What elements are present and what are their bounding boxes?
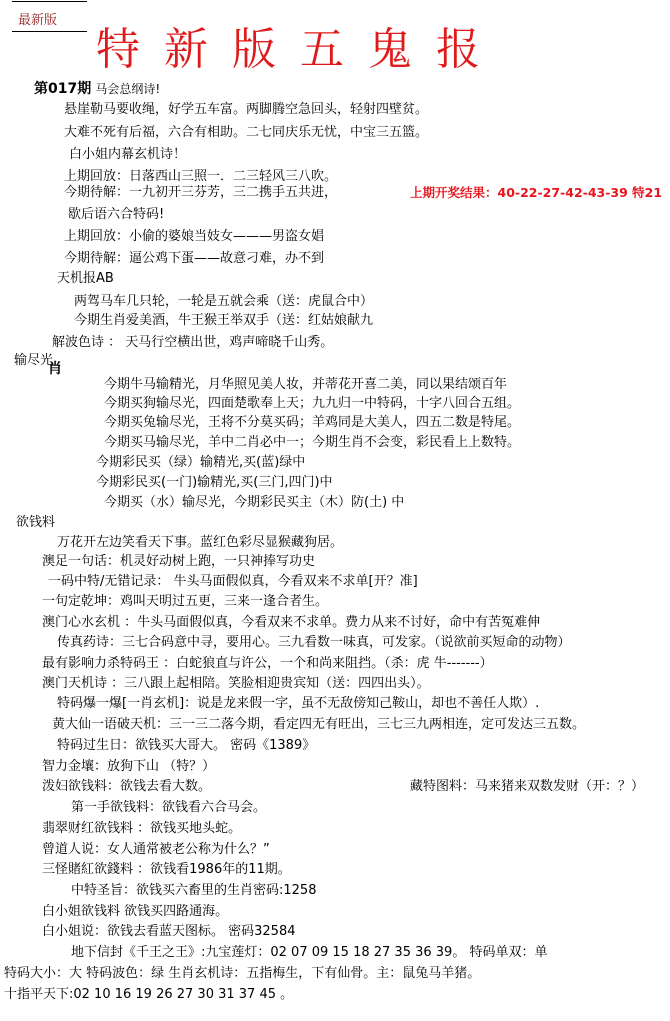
page-title: 特新版五鬼报 <box>96 24 504 75</box>
yuqian-line: 一句定乾坤：鸡叫天明过五更，三来一逢合者生。 <box>42 594 329 609</box>
poem-line: 大难不死有后福，六合有相助。二七同庆乐无忧，中宝三五篮。 <box>64 125 429 140</box>
yuqian-line: 澳门心水玄机 ：牛头马面假似真，今看双来不求单。费力从来不讨好，命中有苦冤难伸 <box>42 615 541 630</box>
yuqian-line: 特码过生日：欲钱买大哥大。 密码《1389》 <box>57 738 316 753</box>
yuqian-line: 泼妇欲钱料：欲钱去看大数。 <box>42 779 212 794</box>
xiehouyu-last: 上期回放：小偷的婆娘当妓女———男盗女娼 <box>64 229 325 244</box>
issue-subtitle: 马会总纲诗! <box>95 82 161 96</box>
yuqian-line: 智力金壤：放狗下山 （特？） <box>42 759 216 774</box>
shujin-line: 今期牛马输精光，月华照见美人妆，并蒂花开喜二美，同以果结颂百年 <box>104 377 508 392</box>
tianji-line: 今期生肖爱美酒，牛王猴王举双手（送：红姑娘献九 <box>74 313 374 328</box>
bai-current: 今期待解：一九初开三芬芳，三二携手五共进， <box>64 185 338 200</box>
yuqian-line: 万花开左边笑看天下事。蓝红色彩尽显猴藏狗居。 <box>57 535 344 550</box>
yuqian-line: 传真药诗：三七合码意中寻，要用心。三九看数一味真，可发家。（说欲前买短命的动物） <box>57 635 571 650</box>
yuqian-line: 十指平天下:02 10 16 19 26 27 30 31 37 45 。 <box>4 987 294 1002</box>
yuqian-line: 一码中特/无错记录： 牛头马面假似真，今看双来不求单[开？准] <box>48 574 418 589</box>
xiehouyu-current: 今期待解：逼公鸡下蛋——故意刁难，办不到 <box>64 251 325 266</box>
shujin-heading: 输尽光 <box>14 353 54 368</box>
yuqian-line: 黄大仙一语破天机：三一三二落今期，看定四无有旺出，三七三九两相连，定可发达三五数。 <box>52 717 586 732</box>
yuqian-line: 白小姐欲钱料 欲钱买四路通海。 <box>42 904 229 919</box>
latest-edition-badge <box>12 0 87 32</box>
zangte-line: 藏特图料：马来猪来双数发财（开：？） <box>410 779 645 794</box>
yuqian-line: 地下信封《千王之王》:九宝莲灯：02 07 09 15 18 27 35 36 39。 特码单双：单 <box>71 945 548 960</box>
badge-top-rule <box>12 1 87 2</box>
bai-last: 上期回放：日落西山三照一．二三轻风三八吹。 <box>64 169 338 184</box>
issue-number: 第017期 <box>34 81 92 97</box>
yuqian-line: 翡翠财红欲钱料 ：欲钱买地头蛇。 <box>42 821 242 836</box>
shujin-line: 今期买（水）输尽光，今期彩民买主（木）防(土) 中 <box>104 495 405 510</box>
tianji-line: 两驾马车几只轮，一轮是五就会乘（送：虎鼠合中） <box>74 294 374 309</box>
badge-bottom-rule <box>12 31 87 32</box>
shujin-line: 今期买马输尽光，羊中二肖必中一；今期生肖不会变，彩民看上上数特。 <box>104 435 521 450</box>
yuqian-line: 第一手欲钱料：欲钱看六合马会。 <box>71 800 267 815</box>
yuqian-line: 曾道人说：女人通常被老公称为什么？” <box>42 842 270 857</box>
shujin-overlap-char: 肖 <box>48 361 62 377</box>
yuqian-heading: 欲钱料 <box>16 515 56 530</box>
yuqian-line: 中特圣旨：欲钱买六畜里的生肖密码:1258 <box>71 883 317 898</box>
xiehouyu-heading: 歇后语六合特码! <box>68 207 165 222</box>
yuqian-line: 澳门天机诗 ：三八跟上起相陪。笑脸相迎贵宾知（送：四四出头）。 <box>42 676 430 691</box>
jiebo-line: 解波色诗 ： 天马行空横出世，鸡声啼晓千山秀。 <box>52 335 334 350</box>
issue-line <box>34 80 160 99</box>
yuqian-line: 最有影响力杀特码王 ：白蛇狼直与许公，一个和尚来阻挡。（杀：虎 牛-------） <box>42 656 493 671</box>
shujin-line: 今期买兔输尽光，王将不分莫买码；羊鸡同是大美人，四五二数是特尾。 <box>104 415 521 430</box>
shujin-line: 今期买狗输尽光，四面楚歌奉上天；九九归一中特码，十字八回合五组。 <box>104 396 521 411</box>
yuqian-line: 特码大小：大 特码波色：绿 生肖玄机诗：五指梅生，下有仙骨。主：鼠兔马羊猪。 <box>4 966 481 981</box>
bai-heading: 白小姐内幕玄机诗！ <box>69 147 187 162</box>
yuqian-line: 澳足一句话：机灵好动树上跑，一只神捧写功史 <box>42 554 316 569</box>
poem-line: 悬崖勒马要收绳，好学五车富。两脚腾空急回头，轻射四壁贫。 <box>64 102 429 117</box>
tianji-heading: 天机报AB <box>57 271 114 286</box>
yuqian-line: 白小姐说：欲钱去看蓝天图标。 密码32584 <box>42 924 296 939</box>
shujin-line: 今期彩民买(一门)输精光,买(三门,四门)中 <box>96 475 333 490</box>
yuqian-line: 三怪賭紅欲錢料 ：欲钱看1986年的11期。 <box>42 862 291 877</box>
badge-label: 最新版 <box>18 13 58 28</box>
yuqian-line: 特码爆一爆[一肖玄机]：说是龙来假一字，虽不无敌傍知己鞍山，却也不善任人欺）. <box>57 696 540 711</box>
last-result: 上期开奖结果：40-22-27-42-43-39 特21 <box>410 185 663 200</box>
shujin-line: 今期彩民买（绿）输精光,买(蓝)绿中 <box>96 455 306 470</box>
